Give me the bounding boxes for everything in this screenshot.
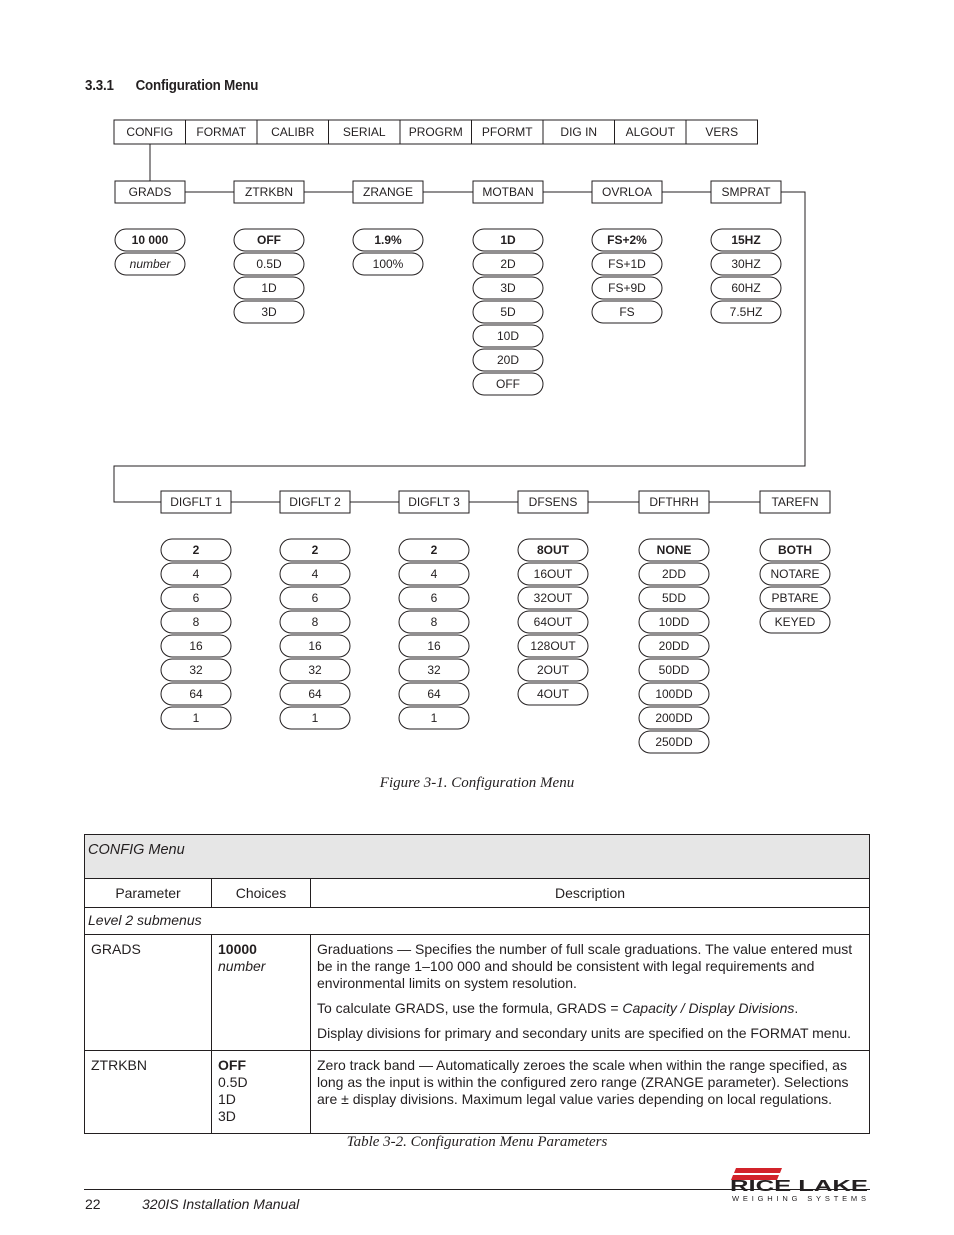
svg-text:WEIGHING SYSTEMS: WEIGHING SYSTEMS <box>732 1194 866 1203</box>
default-choice: OFF <box>218 1057 246 1073</box>
param-choices <box>212 935 311 1051</box>
choice-label: 2 <box>311 543 319 557</box>
parameter-label: DFSENS <box>528 495 578 509</box>
choice-label: FS <box>619 305 635 319</box>
choice-label: 8 <box>311 615 319 629</box>
choice: 3D <box>218 1108 236 1124</box>
choice-label: PBTARE <box>771 591 819 605</box>
choice-label: 2 <box>192 543 200 557</box>
choice-label: 10 000 <box>131 233 169 247</box>
choice-label: 6 <box>430 591 438 605</box>
menu-bar-label: ALGOUT <box>625 125 675 139</box>
choice-label: 32OUT <box>533 591 573 605</box>
submenu-label: Level 2 submenus <box>85 908 870 935</box>
menu-bar-label: CALIBR <box>271 125 315 139</box>
choice-label: 32 <box>427 663 441 677</box>
document-title: 320IS Installation Manual <box>142 1196 300 1212</box>
choice-label: 16 <box>308 639 322 653</box>
choice-label: FS+1D <box>608 257 646 271</box>
choice-label: 64 <box>308 687 322 701</box>
header-description: Description <box>311 879 870 908</box>
menu-bar-label: FORMAT <box>196 125 247 139</box>
menu-bar-label: SERIAL <box>342 125 386 139</box>
choice-label: FS+2% <box>607 233 647 247</box>
figure-caption: Figure 3-1. Configuration Menu <box>379 775 575 791</box>
choice-label: 1D <box>500 233 516 247</box>
choice-label: 6 <box>311 591 319 605</box>
choice-label: 16OUT <box>533 567 573 581</box>
choice-label: 4 <box>430 567 438 581</box>
svg-text:RICE LAKE: RICE LAKE <box>730 1178 869 1195</box>
parameter-label: DIGFLT 3 <box>408 495 460 509</box>
description-text: Zero track band — Automatically zeroes the scale when within the range specified, as long as the input is within the configured zero range (ZRANGE parameter). Selections are ± display divisions. Maximum legal value varies depending on local regulations. <box>317 1057 849 1107</box>
formula-text: To calculate GRADS, use the formula, GRADS = Capacity / Display Divisions. <box>317 1000 799 1016</box>
choice-label: 1.9% <box>374 233 402 247</box>
choice-label: 4 <box>311 567 319 581</box>
parameter-label: SMPRAT <box>721 185 771 199</box>
config-parameters-table <box>84 834 870 1134</box>
choice-label: 5DD <box>661 591 687 605</box>
choice-label: 5D <box>500 305 516 319</box>
choice-label: 100DD <box>655 687 693 701</box>
header-parameter: Parameter <box>85 879 212 908</box>
parameter-label: DIGFLT 2 <box>289 495 341 509</box>
choice-label: 64 <box>189 687 203 701</box>
menu-bar-label: VERS <box>705 125 739 139</box>
choice-label: 15HZ <box>731 233 761 247</box>
rice-lake-logo <box>728 1164 870 1204</box>
choice-label: 20DD <box>658 639 690 653</box>
table-row <box>85 935 870 1051</box>
choice-label: 4 <box>192 567 200 581</box>
param-choices <box>212 1051 311 1134</box>
description-text: Graduations — Specifies the number of full scale graduations. The value entered must be in the range 1–100 000 and should be consistent with legal requirements and environmental limits on system resolution. <box>317 941 853 991</box>
choice-label: 7.5HZ <box>729 305 763 319</box>
choice-label: 1 <box>430 711 438 725</box>
section-number: 3.3.1 <box>85 78 114 94</box>
choice-label: 0.5D <box>256 257 282 271</box>
menu-bar-label: PFORMT <box>481 125 533 139</box>
choice-label: 4OUT <box>536 687 570 701</box>
choice-label: 8OUT <box>536 543 570 557</box>
choice-label: 16 <box>427 639 441 653</box>
choice-label: 8 <box>192 615 200 629</box>
choice-label: 1D <box>261 281 277 295</box>
table-menu-title: CONFIG Menu <box>85 835 870 879</box>
parameter-label: DIGFLT 1 <box>170 495 222 509</box>
choice-label: 10D <box>496 329 520 343</box>
choice-label: OFF <box>496 377 520 391</box>
menu-bar-label: DIG IN <box>560 125 598 139</box>
choice: 1D <box>218 1091 236 1107</box>
choice-label: NONE <box>656 543 692 557</box>
parameter-label: MOTBAN <box>482 185 534 199</box>
menu-bar-label: CONFIG <box>126 125 174 139</box>
choice-label: 3D <box>261 305 277 319</box>
choice-label: 10DD <box>658 615 690 629</box>
parameter-label: OVRLOA <box>601 185 653 199</box>
choice-label: 60HZ <box>731 281 761 295</box>
header-choices: Choices <box>212 879 311 908</box>
choice-label: 32 <box>308 663 322 677</box>
section-title: Configuration Menu <box>135 78 259 94</box>
choice-label: 3D <box>500 281 516 295</box>
choice-label: 2DD <box>661 567 687 581</box>
param-description <box>311 1051 870 1134</box>
choice-label: 50DD <box>658 663 690 677</box>
parameter-label: ZRANGE <box>362 185 414 199</box>
choice-label: OFF <box>257 233 281 247</box>
choice-label: 100% <box>372 257 404 271</box>
choice-label: 20D <box>496 353 520 367</box>
parameter-label: DFTHRH <box>649 495 699 509</box>
table-caption: Table 3-2. Configuration Menu Parameters <box>346 1134 608 1150</box>
choice-label: 64 <box>427 687 441 701</box>
choice-label: BOTH <box>778 543 812 557</box>
choice-label: 2OUT <box>536 663 570 677</box>
choice-label: KEYED <box>774 615 816 629</box>
choice-label: 8 <box>430 615 438 629</box>
description-note: Display divisions for primary and secondary units are specified on the FORMAT menu. <box>317 1025 852 1041</box>
choice-label: 32 <box>189 663 203 677</box>
default-choice: 10000 <box>218 941 257 957</box>
choice-label: 2D <box>500 257 516 271</box>
choice-label: FS+9D <box>608 281 646 295</box>
choice-label: 30HZ <box>731 257 761 271</box>
param-description <box>311 935 870 1051</box>
choice-label: 128OUT <box>530 639 576 653</box>
parameter-label: GRADS <box>128 185 172 199</box>
choice-label: number <box>129 257 171 271</box>
param-name: ZTRKBN <box>85 1051 212 1134</box>
choice-label: 64OUT <box>533 615 573 629</box>
choice-label: 6 <box>192 591 200 605</box>
page-number: 22 <box>85 1196 101 1212</box>
choice: 0.5D <box>218 1074 248 1090</box>
parameter-label: ZTRKBN <box>245 185 293 199</box>
table-row <box>85 1051 870 1134</box>
choice-label: 1 <box>192 711 200 725</box>
choice-label: 1 <box>311 711 319 725</box>
connector-line <box>114 192 805 502</box>
choice-label: NOTARE <box>770 567 820 581</box>
param-name: GRADS <box>85 935 212 1051</box>
choice: number <box>218 958 266 974</box>
menu-bar-label: PROGRM <box>408 125 463 139</box>
choice-label: 250DD <box>655 735 693 749</box>
parameter-label: TAREFN <box>771 495 819 509</box>
choice-label: 16 <box>189 639 203 653</box>
choice-label: 200DD <box>655 711 693 725</box>
choice-label: 2 <box>430 543 438 557</box>
